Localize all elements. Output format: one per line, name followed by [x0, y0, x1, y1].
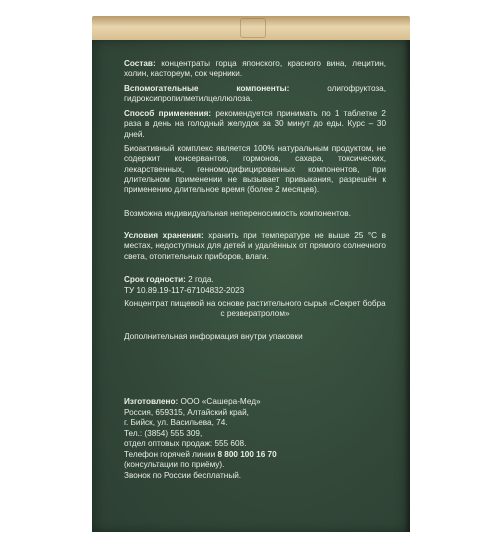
storage-paragraph: [124, 231, 386, 262]
product-box: [92, 16, 410, 532]
auxiliary-title: Вспомогательные компоненты:: [124, 84, 290, 93]
intolerance-paragraph: Возможна индивидуальная непереносимость компонентов.: [124, 209, 351, 218]
composition-title: Состав:: [124, 59, 156, 68]
usage-paragraph: [124, 109, 386, 140]
hotline-line: [124, 450, 386, 460]
auxiliary-paragraph: [124, 84, 386, 105]
address-line-2: г. Бийск, ул. Васильева, 74.: [124, 418, 228, 427]
manufacturer-title: Изготовлено:: [124, 397, 179, 406]
concentrate-paragraph: Концентрат пищевой на основе растительного сырья «Секрет бобра с резвератролом»: [124, 299, 386, 319]
wholesale-line: отдел оптовых продаж: 555 608.: [124, 439, 247, 448]
usage-text: рекомендуется принимать по 1 таблетке 2 раза в день на голодный желудок за 30 минут до еды. Курс – 30 дней.: [124, 109, 386, 139]
address-line-1: Россия, 659315, Алтайский край,: [124, 407, 249, 417]
composition-text: концентраты горца японского, красного вина, лецитин, холин, кастореум, сок черники.: [124, 59, 386, 79]
manufacturer-line: [124, 397, 386, 407]
shelf-title: Срок годности:: [124, 275, 186, 284]
usage-title: Способ применения:: [124, 109, 212, 118]
hotline-number: 8 800 100 16 70: [217, 449, 277, 459]
shelf-life-line: [124, 275, 386, 285]
storage-title: Условия хранения:: [124, 231, 204, 240]
bio-paragraph: Биоактивный комплекс является 100% натуральным продуктом, не содержит консервантов, гормонов, сахара, токсических, лекарственных, генномодифицированных компонентов, при длительном применении не вызывает привыкания, разрешён к применению длительное время (более 2 месяцев).: [124, 144, 386, 195]
tu-line: ТУ 10.89.19-117-67104832-2023: [124, 286, 245, 295]
composition-paragraph: [124, 59, 386, 80]
box-edge-shadow: [404, 40, 410, 532]
additional-info: Дополнительная информация внутри упаковки: [124, 332, 303, 341]
auxiliary-text: олигофруктоза, гидроксипропилметилцеллюлоза.: [124, 84, 386, 104]
box-top-edge: [92, 16, 410, 40]
storage-text: хранить при температуре не выше 25 °С в местах, недоступных для детей и удалённых от прямого солнечного света, отопительных приборов, влаги.: [124, 231, 386, 261]
hotline-label: Телефон горячей линии: [124, 449, 218, 459]
shelf-text: 2 года.: [185, 275, 214, 284]
lid-emblem: [240, 18, 266, 38]
manufacturer-name: ООО «Сашера-Мед»: [178, 397, 261, 406]
consult-line: (консультации по приёму).: [124, 460, 225, 469]
phone-line: Тел.: (3854) 555 309,: [124, 428, 203, 438]
free-call-line: Звонок по России бесплатный.: [124, 470, 242, 480]
